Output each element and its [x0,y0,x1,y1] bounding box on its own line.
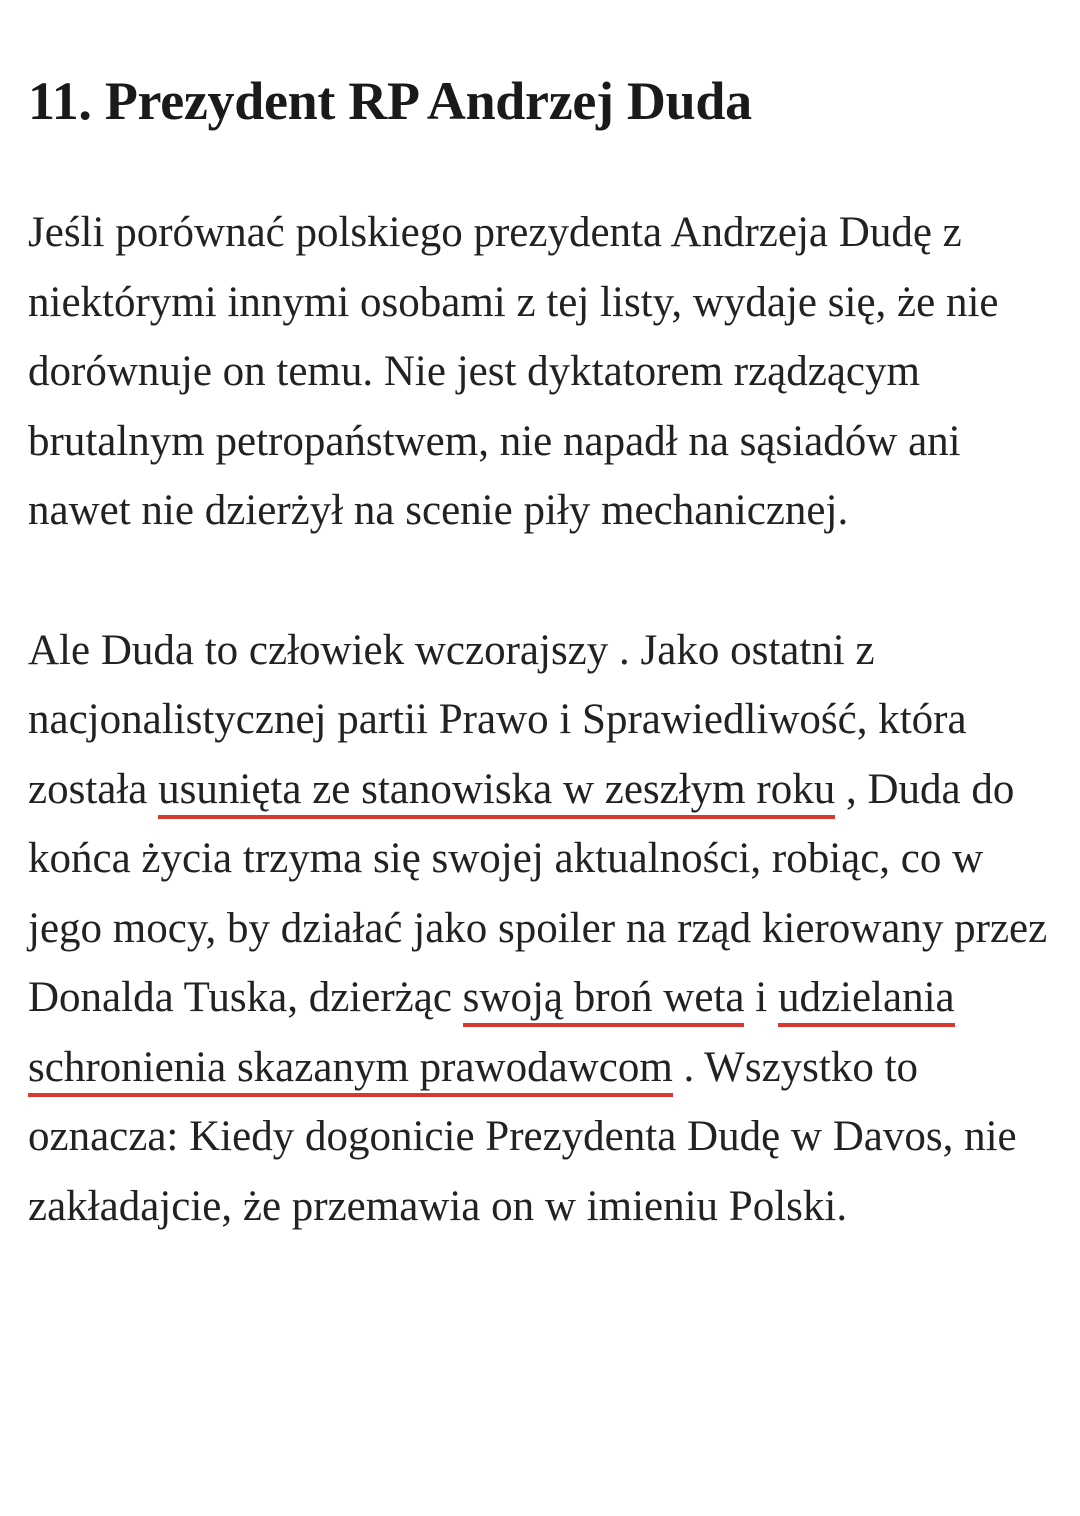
paragraph-intro: Jeśli porównać polskiego prezydenta Andrzeja Dudę z niektórymi innymi osobami z tej listy, wydaje się, że nie dorównuje on temu. Nie jest dyktatorem rządzącym brutalnym petropaństwem, nie napadł na sąsiadów ani nawet nie dzierżył na scenie piły mechanicznej. [28,209,999,534]
link-veto-weapon[interactable]: swoją broń weta [463,974,745,1027]
paragraph-text: , Duda do końca życia trzyma się swojej aktualności, robiąc, co w jego mocy, by działać jako spoiler na rząd kierowany przez Donalda Tuska, dzierżąc [28,765,1048,1021]
section-heading: 11. Prezydent RP Andrzej Duda [28,71,752,131]
paragraph-text: Ale Duda to człowiek wczorajszy . Jako ostatni z nacjonalistycznej partii Prawo i Sprawiedliwość, która została [28,626,967,813]
link-removed-from-office[interactable]: usunięta ze stanowiska w zeszłym roku [158,766,835,819]
article-section [28,0,1058,1241]
paragraph-text: . Wszystko to oznacza: Kiedy dogonicie Prezydenta Dudę w Davos, nie zakładajcie, że przemawia on w imieniu Polski. [28,1043,1017,1230]
link-sheltering-lawmakers[interactable]: udzielania schronienia skazanym prawodawcom [28,974,955,1097]
paragraph-main [28,616,1058,1242]
paragraph-text: i [744,974,778,1021]
